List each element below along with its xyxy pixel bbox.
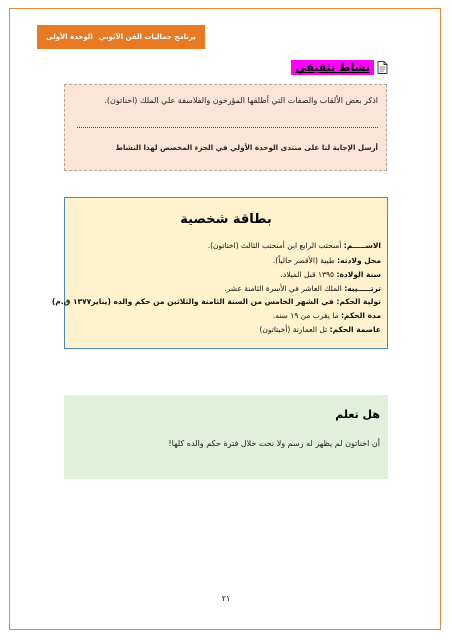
card-row-value: ١٣٩٥ قبل الميلاد. [280, 270, 337, 279]
did-you-know-text: أن اخناتون لم يظهر له رسم ولا نحت خلال فترة حكم والده كلها! [168, 439, 380, 448]
activity-label: نشاط تثقيفي [291, 60, 374, 75]
header-program: برنامج جماليات الفن الآتوني [98, 33, 196, 41]
card-row-key: محل ولادته: [337, 256, 381, 265]
did-you-know-box [64, 395, 388, 479]
card-row-birth-year [280, 270, 381, 279]
card-row-value: أمنحتب الرابع ابن أمنحتب الثالث (اخناتون). [207, 241, 344, 250]
page-number: ٢١ [221, 594, 231, 603]
activity-box [64, 84, 387, 171]
activity-instruction: أرسل الإجابة لنا على منتدى الوحدة الأولي في الجزء المخصص لهذا النشاط [115, 143, 378, 152]
personal-card [51, 197, 388, 349]
card-row-name [208, 241, 381, 250]
card-row-key: سنة الولادة: [336, 270, 381, 279]
card-row-value: في الشهر الخامس من السنة الثامنة والثلاثين من حكم والده (يناير١٣٧٧ ق.م) [51, 297, 337, 306]
card-row-key: عاصمة الحكم: [329, 325, 381, 334]
header-tab [37, 25, 205, 49]
card-row-capital [259, 325, 381, 334]
card-row-reign [273, 311, 381, 320]
header-unit: الوحدة الأولى [46, 33, 93, 41]
card-row-value: تل العمارنة (أخيتاتون) [259, 325, 330, 334]
card-row-value: الملك العاشر في الأسرة الثامنة عشر. [224, 284, 345, 293]
activity-question: اذكر بعض الألقاب والصفات التي أطلقها المؤرخون والفلاسفة علي الملك (اخناتون). [104, 96, 378, 105]
card-row-order [224, 284, 381, 293]
card-row-key: ترتـــــيبه: [344, 284, 381, 293]
card-row-key: مدة الحكم: [340, 311, 381, 320]
card-row-value: ما يقرب من ١٩ سنه. [272, 311, 341, 320]
card-row-key: الاســـــم: [343, 241, 381, 250]
card-row-birthplace [273, 256, 381, 265]
did-you-know-title: هل تعلم [335, 408, 380, 421]
card-title: بطاقة شخصية [180, 212, 272, 227]
activity-heading [291, 60, 388, 75]
document-icon [377, 61, 388, 74]
answer-dotted-line [77, 127, 378, 128]
card-row-accession [52, 297, 381, 306]
card-row-key: تولية الحكم: [336, 297, 381, 306]
card-row-value: طيبة (الأقصر حالياً). [272, 256, 338, 265]
